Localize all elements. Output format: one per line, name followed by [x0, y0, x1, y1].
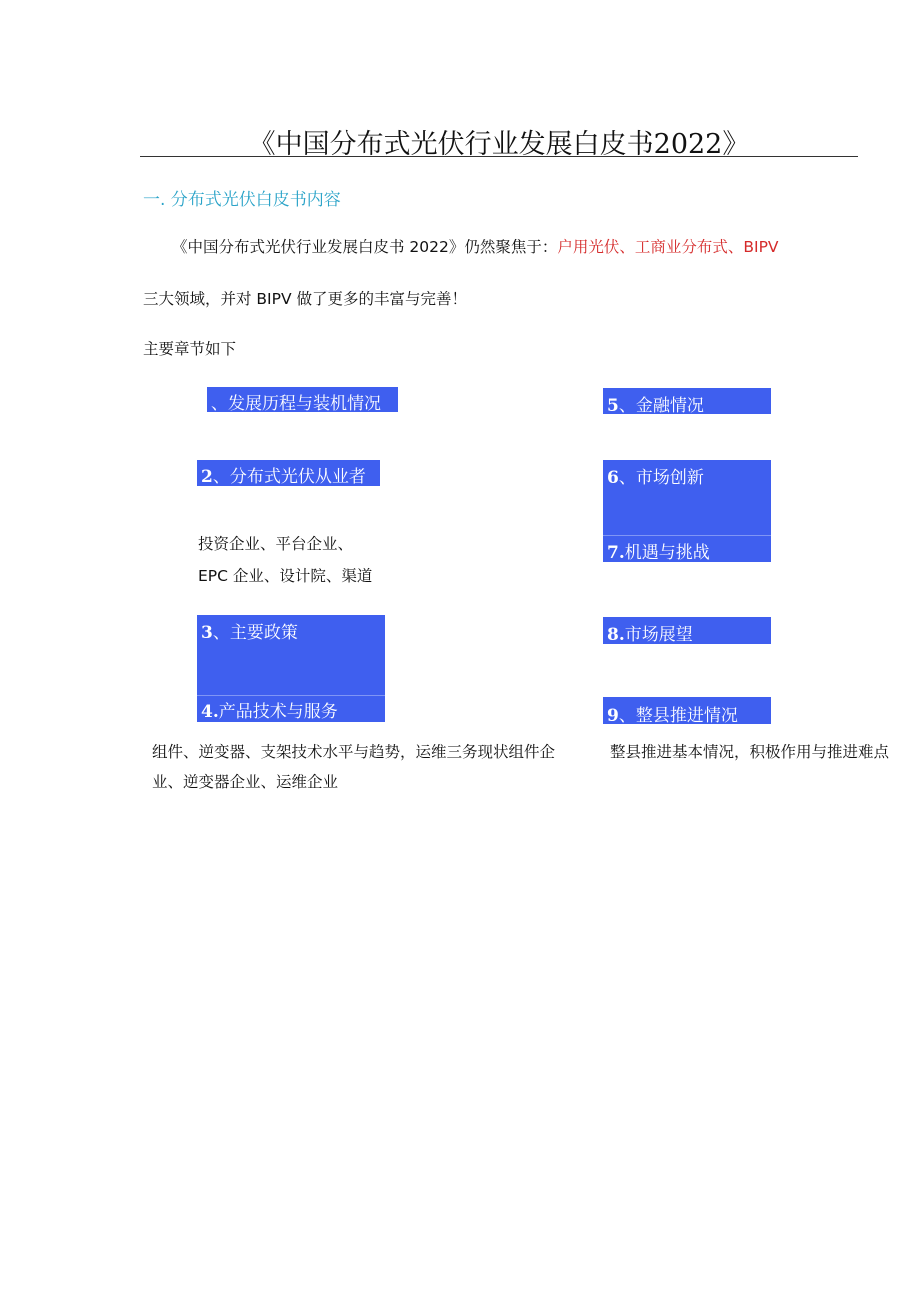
chapter-9-title	[607, 701, 738, 724]
chapter-3-number: 3	[201, 623, 213, 643]
chapter-9-description: 整县推进基本情况，积极作用与推进难点	[610, 743, 890, 761]
chapter-1-label: 、发展历程与装机情况	[211, 394, 381, 412]
chapter-2-description-line1: 投资企业、平台企业、	[198, 535, 354, 553]
chapter-1-box	[207, 387, 398, 412]
chapter-7-title	[607, 538, 710, 562]
chapter-5-title	[607, 391, 704, 414]
chapter-8-title	[607, 620, 693, 644]
chapter-4-description-line2: 业、逆变器企业、运维企业	[152, 773, 339, 791]
chapter-4-title	[201, 697, 338, 722]
chapter-3-label: 、主要政策	[212, 623, 298, 643]
chapter-8-number: 8.	[607, 625, 625, 644]
chapter-2-title	[201, 462, 366, 486]
chapter-6-number: 6	[607, 468, 619, 488]
chapter-7-number: 7.	[607, 543, 625, 562]
chapter-9-box	[603, 697, 771, 724]
chapter-9-label: 、整县推进情况	[618, 706, 738, 724]
chapter-1-title	[211, 389, 381, 412]
chapter-6-7-box	[603, 460, 771, 562]
document-title: 《中国分布式光伏行业发展白皮书2022》	[248, 129, 750, 160]
intro-prefix: 《中国分布式光伏行业发展白皮书 2022》仍然聚焦于：	[172, 238, 558, 256]
chapter-2-description-line2: EPC 企业、设计院、渠道	[198, 567, 373, 585]
chapter-6-label: 、市场创新	[618, 468, 704, 488]
chapter-8-label: 市场展望	[624, 625, 693, 644]
chapter-5-number: 5	[607, 396, 619, 414]
chapter-2-number: 2	[201, 467, 213, 486]
intro-paragraph-line2: 三大领域，并对 BIPV 做了更多的丰富与完善！	[143, 290, 468, 308]
chapter-6-title	[607, 463, 704, 488]
chapter-2-box	[197, 460, 380, 486]
chapters-label: 主要章节如下	[143, 340, 237, 358]
chapter-4-number: 4.	[201, 702, 219, 722]
chapter-8-box	[603, 617, 771, 644]
chapter-5-label: 、金融情况	[618, 396, 704, 414]
chapter-4-label: 产品技术与服务	[218, 702, 338, 722]
chapter-7-label: 机遇与挑战	[624, 543, 710, 562]
chapter-3-4-box	[197, 615, 385, 722]
chapter-2-label: 、分布式光伏从业者	[212, 467, 366, 486]
chapter-9-number: 9	[607, 706, 619, 724]
section-heading: 一. 分布式光伏白皮书内容	[143, 190, 341, 210]
chapter-divider	[603, 535, 771, 536]
chapter-3-title	[201, 618, 298, 643]
intro-paragraph	[172, 235, 779, 257]
chapter-4-description-line1: 组件、逆变器、支架技术水平与趋势，运维三务现状组件企	[152, 743, 556, 761]
chapter-divider	[197, 695, 385, 696]
title-underline	[140, 156, 858, 157]
intro-highlight: 户用光伏、工商业分布式、BIPV	[557, 238, 779, 256]
chapter-5-box	[603, 388, 771, 414]
